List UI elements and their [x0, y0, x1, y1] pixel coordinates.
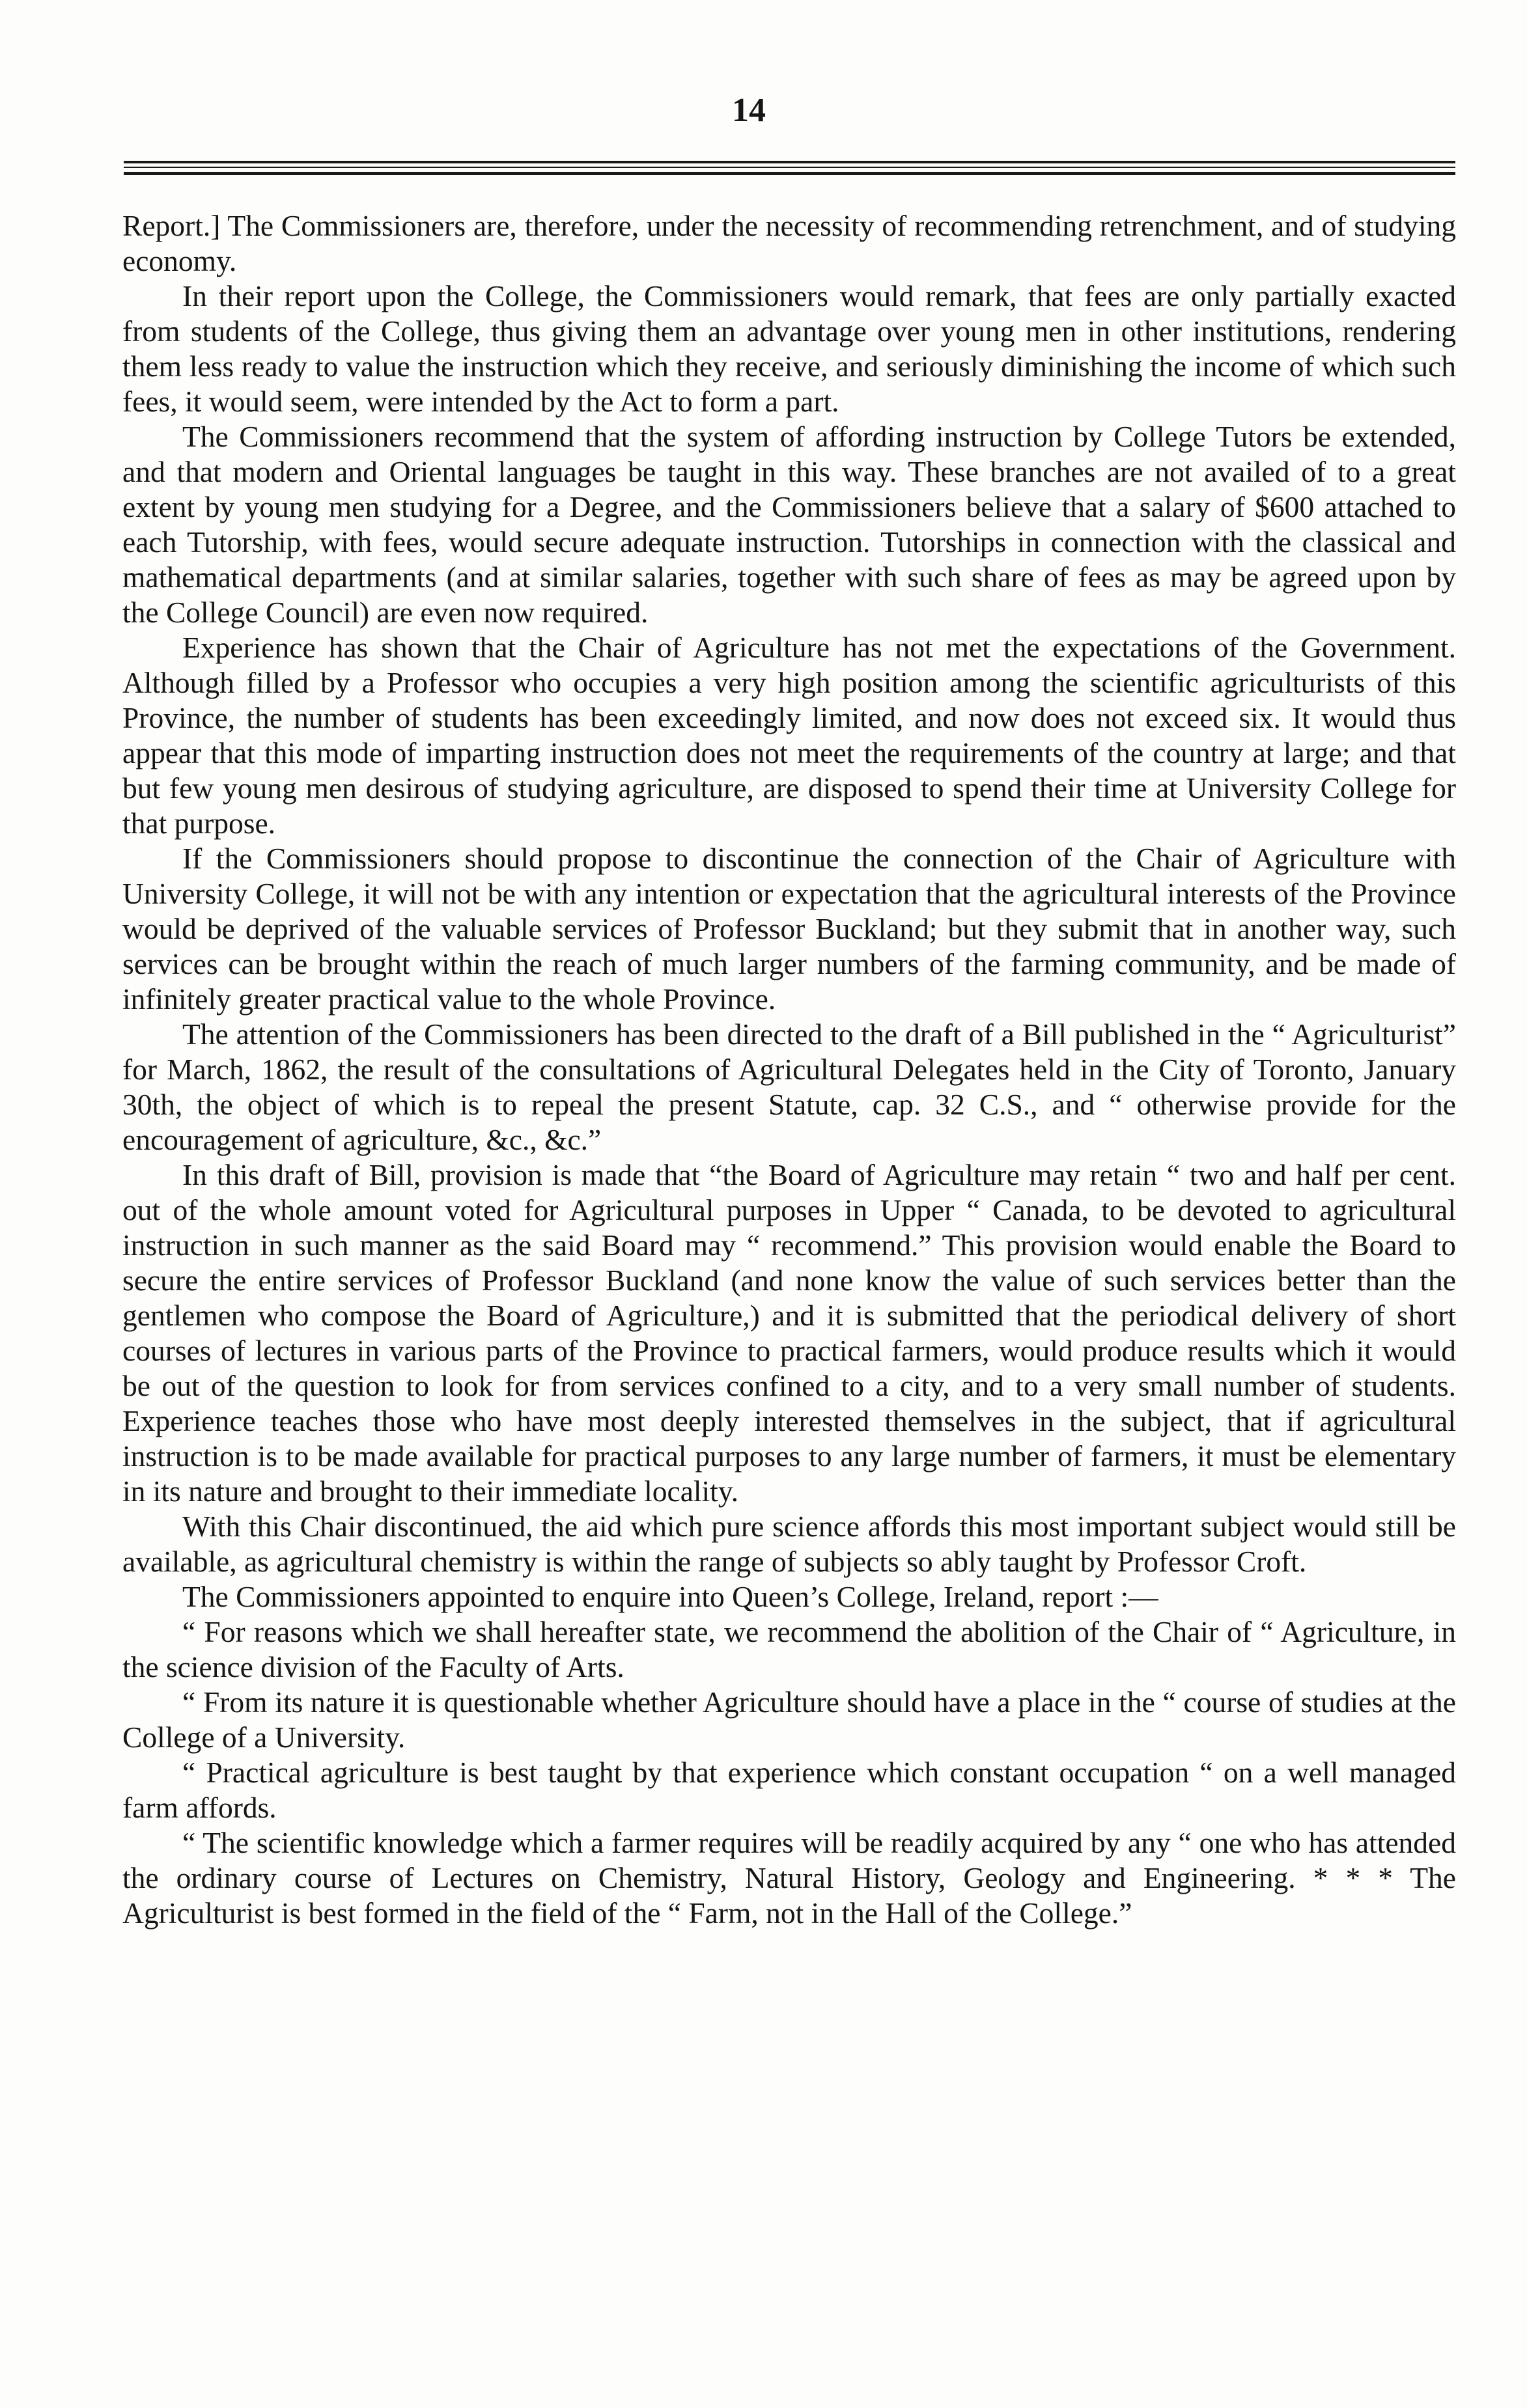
quote-nature: “ From its nature it is questionable whether Agriculture should have a place in the “ course of studies at the College of a University. [122, 1685, 1456, 1754]
header-rule-middle [124, 167, 1455, 168]
paragraph-draft-bill: The attention of the Commissioners has been directed to the draft of a Bill published in the “ Agriculturist” for March, 1862, the result of the consultations of Agricultural Delegates held in the City of Toronto, January 30th, the object of which is to repeal the present Statute, cap. 32 C.S., and “ otherwise provide for the encouragement of agriculture, &c., &c.” [122, 1017, 1456, 1156]
paragraph-fees: In their report upon the College, the Commissioners would remark, that fees are only partially exacted from students of the College, thus giving them an advantage over young men in other institutions, rendering them less ready to value the instruction which they receive, and seriously diminishing the income of which such fees, it would seem, were intended by the Act to form a part. [122, 279, 1456, 418]
header-rule-top [124, 161, 1455, 163]
quote-practical: “ Practical agriculture is best taught by that experience which constant occupation “ on a well managed farm affords. [122, 1756, 1456, 1824]
body-text [122, 208, 1456, 1931]
paragraph-tutors: The Commissioners recommend that the system of affording instruction by College Tutors be extended, and that modern and Oriental languages be taught in this way. These branches are not availed of to a great extent by young men studying for a Degree, and the Commissioners believe that a salary of $600 attached to each Tutorship, with fees, would secure adequate instruction. Tutorships in connection with the classical and mathematical departments (and at similar salaries, together with such share of fees as may be agreed upon by the College Council) are even now required. [122, 420, 1456, 629]
quote-reasons: “ For reasons which we shall hereafter state, we recommend the abolition of the Chair of “ Agriculture, in the science division of the Faculty of Arts. [122, 1615, 1456, 1683]
paragraph-report-retrenchment: Report.] The Commissioners are, therefore, under the necessity of recommending retrenchment, and of studying economy. [122, 209, 1456, 277]
paragraph-chair-discontinued: With this Chair discontinued, the aid which pure science affords this most important subject would still be available, as agricultural chemistry is within the range of subjects so ably taught by Professor Croft. [122, 1510, 1456, 1578]
quote-scientific-knowledge: “ The scientific knowledge which a farmer requires will be readily acquired by any “ one who has attended the ordinary course of Lectures on Chemistry, Natural History, Geology and Engineering. * * * The Agriculturist is best formed in the field of the “ Farm, not in the Hall of the College.” [122, 1826, 1456, 1930]
page-number: 14 [732, 92, 766, 129]
paragraph-discontinue: If the Commissioners should propose to discontinue the connection of the Chair of Agriculture with University College, it will not be with any intention or expectation that the agricultural interests of the Province would be deprived of the valuable services of Professor Buckland; but they submit that in another way, such services can be brought within the reach of much larger numbers of the farming community, and be made of infinitely greater practical value to the whole Province. [122, 842, 1456, 1016]
paragraph-agriculture-chair: Experience has shown that the Chair of Agriculture has not met the expectations of the Government. Although filled by a Professor who occupies a very high position among the scientific agriculturists of this Province, the number of students has been exceedingly limited, and now does not exceed six. It would thus appear that this mode of imparting instruction does not meet the requirements of the country at large; and that but few young men desirous of studying agriculture, are disposed to spend their time at University College for that purpose. [122, 631, 1456, 840]
paragraph-provision: In this draft of Bill, provision is made that “the Board of Agriculture may retain “ two and half per cent. out of the whole amount voted for Agricultural purposes in Upper “ Canada, to be devoted to agricultural instruction in such manner as the said Board may “ recommend.” This provision would enable the Board to secure the entire services of Professor Buckland (and none know the value of such services better than the gentlemen who compose the Board of Agriculture,) and it is submitted that the periodical delivery of short courses of lectures in various parts of the Province to practical farmers, would produce results which it would be out of the question to look for from services confined to a city, and to a very small number of students. Experience teaches those who have most deeply interested themselves in the subject, that if agricultural instruction is to be made available for practical purposes to any large number of farmers, it must be elementary in its nature and brought to their immediate locality. [122, 1158, 1456, 1508]
header-rule-bottom [124, 172, 1455, 175]
paragraph-queens-college: The Commissioners appointed to enquire into Queen’s College, Ireland, report :— [182, 1580, 1158, 1613]
